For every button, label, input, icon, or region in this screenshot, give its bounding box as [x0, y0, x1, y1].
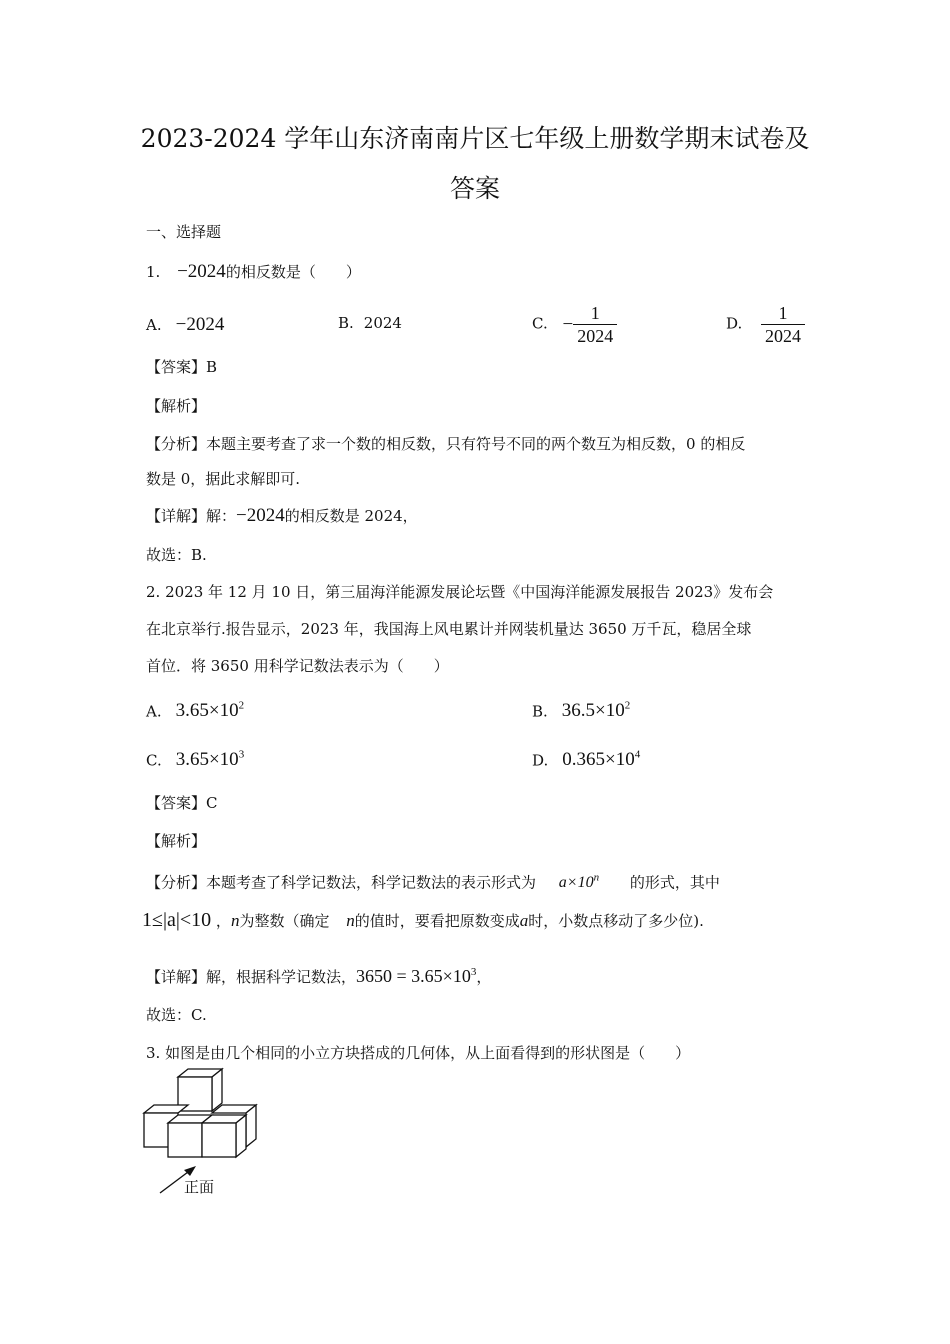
power-base: 3650 = 3.65×10: [356, 966, 471, 986]
q1-analysis-line-2: 数是 0，据此求解即可.: [146, 470, 301, 488]
option-value: [176, 700, 244, 721]
q1-choose: 故选：B.: [146, 546, 207, 564]
math-expression: −2024: [236, 505, 285, 526]
question-1-stem: [146, 262, 816, 282]
fraction-numerator: 1: [590, 303, 600, 323]
math-expression: [559, 874, 599, 891]
power-base: a×10: [558, 874, 594, 892]
q1-option-d: [726, 302, 805, 347]
power-base: 36.5×10: [561, 700, 625, 722]
q2-option-b: [532, 700, 630, 722]
option-label: A.: [146, 702, 162, 721]
option-value: −2024: [175, 314, 225, 335]
fraction-denominator: 2024: [761, 324, 805, 347]
detail-suffix: 的相反数是 2024，: [284, 507, 418, 525]
analysis-text: 的形式，其中: [629, 873, 720, 892]
detail-prefix: 【详解】解，根据科学记数法，: [146, 968, 357, 986]
power-exponent: 3: [470, 966, 477, 978]
option-label: A.: [146, 316, 162, 334]
q2-option-a: [146, 700, 244, 722]
q2-choose: 故选：C.: [146, 1006, 207, 1024]
fraction-numerator: 1: [778, 303, 788, 323]
option-label: D.: [726, 314, 743, 333]
q2-option-c: [146, 749, 244, 771]
q2-detail: [146, 962, 816, 987]
document-title-line-2: 答案: [449, 174, 500, 203]
math-variable: n: [346, 911, 355, 930]
math-expression: [356, 966, 476, 986]
power-exponent: n: [593, 872, 600, 884]
option-value: [176, 749, 244, 770]
q1-option-a: [146, 314, 224, 336]
figure-label: 正面: [184, 1178, 215, 1196]
q1-answer: 【答案】B: [146, 358, 218, 376]
question-2-line-2: 在北京举行.报告显示，2023 年，我国海上风电累计并网装机量达 3650 万千瓦，稳居全球: [146, 620, 752, 638]
option-value: 2024: [363, 314, 402, 332]
section-heading: 一、选择题: [146, 223, 222, 241]
q1-analysis-label: 【解析】: [146, 397, 207, 415]
power-exponent: 4: [634, 749, 641, 761]
fraction: [761, 302, 805, 347]
analysis-text: 【分析】本题考查了科学记数法，科学记数法的表示形式为: [146, 873, 537, 892]
q2-analysis-label: 【解析】: [146, 832, 207, 850]
option-label: C.: [532, 314, 548, 333]
q1-option-c: [532, 302, 617, 347]
power-exponent: 2: [624, 700, 631, 712]
power-exponent: 3: [238, 749, 245, 761]
q2-option-d: [532, 749, 640, 771]
detail-suffix: ，: [476, 968, 492, 986]
power-base: 3.65×10: [175, 749, 239, 771]
document-title-line-1: 2023-2024 学年山东济南南片区七年级上册数学期末试卷及: [140, 124, 810, 153]
fraction-denominator: 2024: [573, 324, 617, 347]
question-2-line-1: 2. 2023 年 12 月 10 日，第三届海洋能源发展论坛暨《中国海洋能源发展报告 2023》发布会: [146, 583, 774, 601]
math-variable: n: [230, 911, 240, 930]
power-base: 3.65×10: [175, 700, 239, 722]
option-value: [562, 749, 640, 770]
question-3-stem: 3. 如图是由几个相同的小立方块搭成的几何体，从上面看得到的形状图是（ ）: [146, 1044, 691, 1062]
math-variable: a: [519, 911, 529, 930]
option-label: B.: [338, 314, 354, 332]
detail-prefix: 【详解】解：: [146, 507, 237, 525]
q2-analysis-line-1: [146, 868, 816, 893]
minus-sign: −: [562, 313, 574, 335]
q2-answer: 【答案】C: [146, 794, 218, 812]
analysis-text: 的值时，要看把原数变成: [354, 912, 520, 930]
q1-option-b: [338, 314, 402, 332]
q1-analysis-line-1: 【分析】本题主要考查了求一个数的相反数，只有符号不同的两个数互为相反数，0 的相反: [146, 435, 746, 453]
question-2-line-3: 首位．将 3650 用科学记数法表示为（ ）: [146, 657, 449, 675]
power-exponent: 2: [238, 700, 245, 712]
option-value: [562, 700, 630, 721]
option-label: B.: [532, 702, 548, 721]
analysis-text: 时，小数点移动了多少位).: [528, 912, 704, 930]
power-base: 0.365×10: [562, 749, 635, 771]
q2-analysis-line-2: 1≤|a|<10 ，n为整数（确定 n的值时，要看把原数变成a时，小数点移动了多少位).: [142, 909, 704, 931]
option-label: D.: [532, 751, 549, 770]
option-label: C.: [146, 751, 162, 770]
analysis-text: 为整数（确定: [239, 912, 330, 930]
cube-stack-figure: [140, 1066, 280, 1205]
math-expression: 1≤|a|<10: [142, 909, 212, 931]
math-expression: −2024: [177, 261, 226, 282]
q1-detail: [146, 506, 816, 526]
question-text: 的相反数是（ ）: [225, 263, 361, 281]
fraction: [573, 302, 617, 347]
question-number: 1.: [146, 263, 161, 281]
